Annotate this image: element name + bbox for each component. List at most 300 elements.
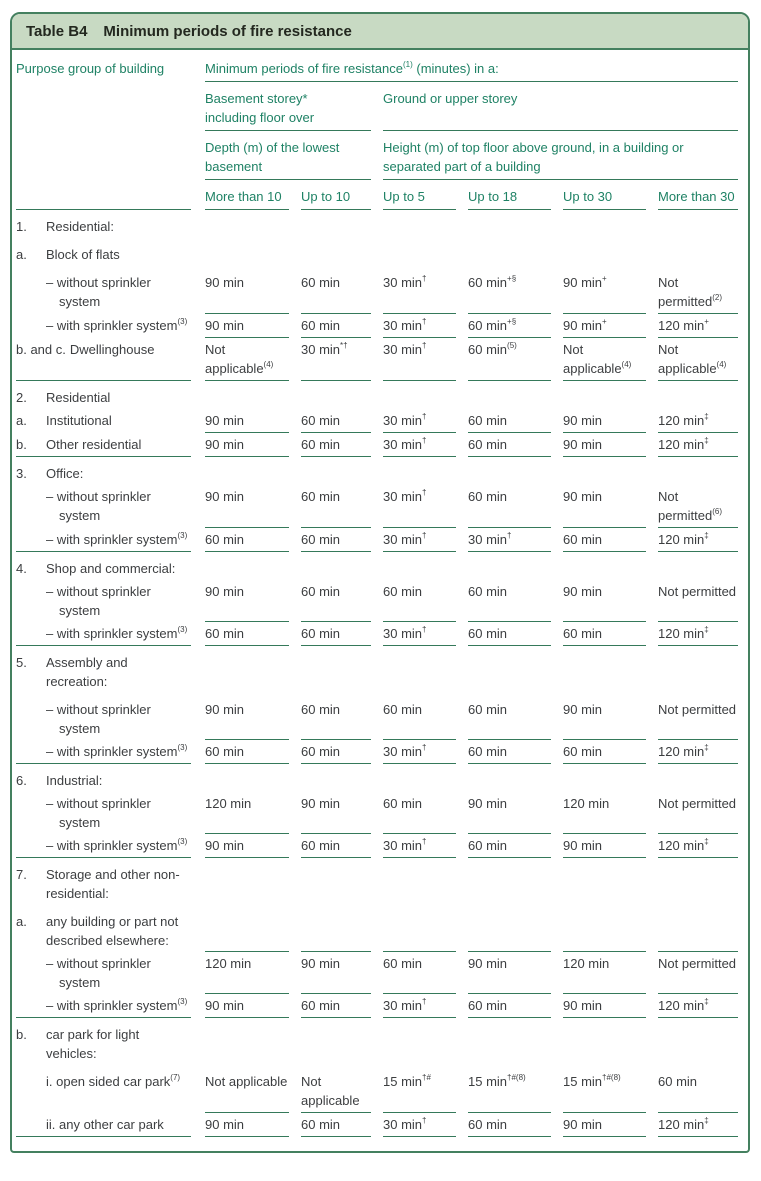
row-label-text — [46, 1072, 205, 1091]
footnote-marker: †#(8) — [602, 1072, 621, 1082]
value-cell — [468, 340, 551, 381]
cell-value: 90 min — [301, 956, 341, 971]
table-row — [16, 217, 744, 238]
row-label-text — [46, 273, 205, 311]
value-cell — [383, 273, 456, 314]
row-label — [16, 1072, 205, 1113]
value-cell — [468, 624, 551, 646]
row-label-line1: car park for light — [46, 1027, 140, 1042]
value-cell — [205, 316, 289, 338]
cell-value: Not applicable — [563, 342, 622, 376]
cell-value: 30 min — [383, 413, 423, 428]
table-row — [16, 700, 744, 740]
cell-value: 60 min — [383, 584, 423, 599]
row-label-line1: Shop and commercial: — [46, 561, 176, 576]
row-label — [16, 245, 205, 266]
header-depth — [205, 138, 371, 180]
row-label-line2: system — [59, 508, 101, 523]
value-cell — [563, 912, 646, 952]
value-cell — [658, 700, 738, 740]
value-cell — [658, 487, 738, 528]
column-header-up-to-30: Up to 30 — [563, 187, 646, 210]
table-content — [12, 50, 748, 1151]
cell-value: 90 min — [205, 1117, 245, 1132]
footnote-marker: † — [422, 1115, 427, 1125]
row-label-text — [46, 217, 205, 236]
cell-value: 90 min — [205, 998, 245, 1013]
value-cell — [205, 996, 289, 1018]
cell-value: 90 min — [563, 584, 603, 599]
cell-value: 30 min — [383, 342, 423, 357]
value-cell — [468, 954, 551, 994]
footnote-marker: † — [507, 530, 512, 540]
cell-value: 60 min — [468, 342, 508, 357]
row-number: 1. — [16, 219, 27, 234]
cell-value: 30 min — [383, 626, 423, 641]
footnote-marker: (3) — [177, 836, 188, 846]
value-cell — [468, 411, 551, 433]
value-cell — [468, 435, 551, 457]
value-cell — [658, 411, 738, 433]
cell-value: 30 min — [383, 318, 423, 333]
value-cell — [383, 1115, 456, 1137]
cell-value: 60 min — [658, 1074, 698, 1089]
cell-value: Not permitted — [658, 489, 713, 523]
table-title-bar — [12, 14, 748, 50]
value-cell — [301, 273, 371, 314]
cell-value: 90 min — [468, 956, 508, 971]
row-label — [16, 435, 191, 457]
footnote-marker: (4) — [263, 359, 274, 369]
value-cell — [563, 487, 646, 528]
cell-value: Not permitted — [658, 584, 737, 599]
cell-value: 60 min — [468, 413, 508, 428]
cell-value: 60 min — [301, 1117, 341, 1132]
row-label-line1: – without sprinkler — [46, 796, 151, 811]
footnote-marker: (5) — [507, 340, 517, 350]
row-number: 6. — [16, 773, 27, 788]
cell-value: 60 min — [563, 626, 603, 641]
value-cell — [563, 582, 646, 622]
cell-value: Not permitted — [658, 956, 737, 971]
value-cell — [383, 700, 456, 740]
cell-value: 60 min — [468, 626, 508, 641]
value-cell — [658, 316, 738, 338]
row-label — [16, 1115, 191, 1137]
row-label — [16, 700, 205, 740]
row-label-line1: – without sprinkler — [46, 956, 151, 971]
value-cell — [563, 1072, 646, 1113]
cell-value: 60 min — [301, 744, 341, 759]
value-cell — [658, 530, 738, 552]
row-label-text — [46, 411, 205, 430]
value-cell — [563, 411, 646, 433]
cell-value: 90 min — [205, 838, 245, 853]
value-cell — [383, 435, 456, 457]
header-basement-line1: Basement storey* — [205, 91, 308, 106]
footnote-marker: † — [422, 624, 427, 634]
row-label-line1: Residential — [46, 390, 111, 405]
row-label-text — [46, 836, 191, 855]
row-label-line2: described elsewhere: — [46, 933, 169, 948]
value-cell — [658, 582, 738, 622]
cell-value: 60 min — [563, 532, 603, 547]
value-cell — [383, 836, 456, 858]
row-label-text — [46, 624, 191, 643]
row-label-text — [46, 559, 205, 578]
table-row — [16, 653, 744, 693]
row-label-line1: Industrial: — [46, 773, 103, 788]
row-label-text — [46, 316, 205, 335]
row-label-line2: residential: — [46, 886, 109, 901]
row-label-line1: – with sprinkler system — [46, 532, 178, 547]
value-cell — [205, 912, 289, 952]
value-cell — [383, 530, 456, 552]
cell-value: 90 min — [205, 584, 245, 599]
row-label-text — [46, 464, 205, 483]
header-row-storey — [16, 89, 744, 131]
header-row-measure — [16, 138, 744, 180]
table-row — [16, 388, 744, 409]
footnote-marker: +§ — [507, 273, 517, 283]
value-cell — [563, 435, 646, 457]
cell-value: 30 min — [383, 437, 423, 452]
value-cell — [383, 487, 456, 528]
cell-value: 120 min — [658, 532, 705, 547]
value-cell — [205, 530, 289, 552]
footnote-marker: (3) — [177, 530, 188, 540]
row-label — [16, 624, 191, 646]
row-label — [16, 273, 205, 314]
cell-value: 60 min — [301, 437, 341, 452]
row-label-line1: i. open sided car park — [46, 1074, 171, 1089]
footnote-marker: † — [422, 316, 427, 326]
table-row — [16, 794, 744, 834]
value-cell — [383, 582, 456, 622]
value-cell — [205, 700, 289, 740]
value-cell — [468, 794, 551, 834]
header-depth-line2: basement — [205, 159, 263, 174]
cell-value: 60 min — [301, 838, 341, 853]
value-cell — [383, 411, 456, 433]
value-cell — [205, 1115, 289, 1137]
footnote-marker: † — [422, 411, 427, 421]
row-label-text — [70, 340, 191, 359]
row-label-text — [46, 653, 205, 691]
value-cell — [658, 912, 738, 952]
cell-value: 90 min — [205, 413, 245, 428]
footnote-marker: ‡ — [704, 996, 709, 1006]
row-label-text — [46, 771, 205, 790]
cell-value: 120 min — [563, 796, 610, 811]
table-row — [16, 1072, 744, 1113]
value-cell — [658, 794, 738, 834]
cell-value: 60 min — [301, 318, 341, 333]
row-label-text — [46, 794, 205, 832]
row-label-text — [46, 388, 205, 407]
row-label — [16, 388, 205, 409]
cell-value: 30 min — [383, 744, 423, 759]
cell-value: 60 min — [383, 956, 423, 971]
value-cell — [205, 582, 289, 622]
row-label-text — [46, 530, 191, 549]
value-cell — [658, 836, 738, 858]
row-label-line2: system — [59, 294, 101, 309]
value-cell — [383, 340, 456, 381]
footnote-marker: (3) — [177, 316, 188, 326]
row-label-line2: system — [59, 721, 101, 736]
cell-value: 60 min — [301, 998, 341, 1013]
cell-value: 60 min — [301, 489, 341, 504]
value-cell — [468, 273, 551, 314]
cell-value: 90 min — [563, 318, 603, 333]
table-row — [16, 582, 744, 622]
cell-value: 90 min — [563, 998, 603, 1013]
row-label — [16, 1025, 205, 1065]
row-label — [16, 653, 205, 693]
row-label-text — [46, 865, 205, 903]
value-cell — [205, 624, 289, 646]
value-cell — [205, 435, 289, 457]
cell-value: Not applicable — [205, 342, 264, 376]
row-label-line1: – with sprinkler system — [46, 998, 178, 1013]
row-number: a. — [16, 247, 27, 262]
footnote-marker: (7) — [170, 1072, 181, 1082]
value-cell — [563, 742, 646, 764]
value-cell — [563, 1115, 646, 1137]
footnote-marker: † — [422, 340, 427, 350]
value-cell — [658, 996, 738, 1018]
value-cell — [383, 794, 456, 834]
header-height — [383, 138, 738, 180]
cell-value: 60 min — [205, 626, 245, 641]
header-height-line2: separated part of a building — [383, 159, 541, 174]
row-label — [16, 771, 205, 792]
value-cell — [383, 1072, 456, 1113]
cell-value: 60 min — [468, 437, 508, 452]
value-cell — [658, 1115, 738, 1137]
cell-value: 90 min — [563, 437, 603, 452]
row-label — [16, 836, 191, 858]
table-row — [16, 273, 744, 314]
value-cell — [468, 487, 551, 528]
value-cell — [468, 996, 551, 1018]
fire-resistance-table — [10, 12, 750, 1153]
table-row — [16, 245, 744, 266]
table-title-text: Minimum periods of fire resistance — [103, 23, 352, 40]
footnote-marker: †#(8) — [507, 1072, 526, 1082]
header-main-post: (minutes) in a: — [412, 61, 499, 76]
column-header-more-than-30: More than 30 — [658, 187, 738, 210]
value-cell — [468, 700, 551, 740]
row-label-line1: – without sprinkler — [46, 275, 151, 290]
table-row — [16, 1115, 744, 1137]
value-cell — [468, 1115, 551, 1137]
table-row — [16, 340, 744, 381]
footnote-marker: ‡ — [704, 411, 709, 421]
value-cell — [301, 912, 371, 952]
row-label — [16, 742, 191, 764]
cell-value: 60 min — [468, 744, 508, 759]
value-cell — [301, 624, 371, 646]
footnote-marker: † — [422, 836, 427, 846]
row-label-line1: Storage and other non- — [46, 867, 180, 882]
value-cell — [301, 836, 371, 858]
row-label-line1: – without sprinkler — [46, 702, 151, 717]
value-cell — [563, 954, 646, 994]
row-label — [16, 954, 205, 994]
cell-value: 30 min — [383, 998, 423, 1013]
cell-value: 120 min — [658, 626, 705, 641]
value-cell — [468, 836, 551, 858]
cell-value: 120 min — [658, 998, 705, 1013]
value-cell — [205, 487, 289, 528]
row-number: 7. — [16, 867, 27, 882]
value-cell — [383, 954, 456, 994]
cell-value: 60 min — [468, 838, 508, 853]
row-label-line2: system — [59, 603, 101, 618]
value-cell — [658, 742, 738, 764]
cell-value: 60 min — [301, 413, 341, 428]
cell-value: 60 min — [383, 702, 423, 717]
header-ground-storey: Ground or upper storey — [383, 89, 738, 131]
row-label-text — [46, 954, 205, 992]
row-label — [16, 794, 205, 834]
table-body — [16, 217, 744, 1137]
table-row — [16, 530, 744, 552]
row-label-line2: vehicles: — [46, 1046, 97, 1061]
cell-value: 90 min — [563, 1117, 603, 1132]
cell-value: 120 min — [205, 956, 252, 971]
value-cell — [383, 624, 456, 646]
value-cell — [658, 954, 738, 994]
row-label-text — [46, 700, 205, 738]
cell-value: 60 min — [468, 1117, 508, 1132]
value-cell — [301, 954, 371, 994]
cell-value: 90 min — [563, 489, 603, 504]
cell-value: 30 min — [383, 532, 423, 547]
header-purpose-group: Purpose group of building — [16, 61, 165, 76]
value-cell — [301, 530, 371, 552]
row-label-line2: recreation: — [46, 674, 108, 689]
value-cell — [383, 996, 456, 1018]
cell-value: 90 min — [563, 413, 603, 428]
value-cell — [658, 273, 738, 314]
value-cell — [205, 340, 289, 381]
cell-value: 90 min — [301, 796, 341, 811]
footnote-marker: †# — [422, 1072, 431, 1082]
row-label — [16, 464, 205, 485]
footnote-marker: ‡ — [704, 742, 709, 752]
cell-value: Not permitted — [658, 796, 737, 811]
cell-value: 90 min — [205, 275, 245, 290]
row-number: 2. — [16, 390, 27, 405]
value-cell — [563, 624, 646, 646]
row-label — [16, 487, 205, 528]
header-main — [205, 59, 738, 82]
cell-value: 30 min — [383, 1117, 423, 1132]
value-cell — [563, 996, 646, 1018]
cell-value: 60 min — [301, 626, 341, 641]
footnote-marker: † — [422, 273, 427, 283]
table-row — [16, 954, 744, 994]
column-header-spacer — [16, 187, 191, 210]
table-row — [16, 912, 744, 952]
value-cell — [205, 954, 289, 994]
footnote-marker: (6) — [712, 506, 722, 516]
value-cell — [205, 794, 289, 834]
cell-value: 60 min — [563, 744, 603, 759]
value-cell — [563, 530, 646, 552]
row-label-line1: ii. any other car park — [46, 1117, 164, 1132]
cell-value: 30 min — [383, 275, 423, 290]
footnote-marker: † — [422, 487, 427, 497]
row-number: a. — [16, 413, 27, 428]
value-cell — [468, 1072, 551, 1113]
table-row — [16, 624, 744, 646]
footnote-marker: +§ — [507, 316, 517, 326]
value-cell — [468, 582, 551, 622]
table-row — [16, 464, 744, 485]
cell-value: 120 min — [658, 1117, 705, 1132]
row-label — [16, 530, 191, 552]
cell-value: 60 min — [468, 998, 508, 1013]
column-header-up-to-10: Up to 10 — [301, 187, 371, 210]
cell-value: 90 min — [468, 796, 508, 811]
row-number: 3. — [16, 466, 27, 481]
footnote-marker: ‡ — [704, 836, 709, 846]
cell-value: 60 min — [301, 702, 341, 717]
header-depth-line1: Depth (m) of the lowest — [205, 140, 340, 155]
row-label-line1: Block of flats — [46, 247, 120, 262]
row-label — [16, 559, 205, 580]
row-number: 4. — [16, 561, 27, 576]
value-cell — [383, 316, 456, 338]
cell-value: 60 min — [468, 275, 508, 290]
value-cell — [658, 435, 738, 457]
footnote-marker: † — [422, 530, 427, 540]
row-label — [16, 582, 205, 622]
row-label-text — [46, 245, 205, 264]
value-cell — [563, 700, 646, 740]
header-basement-storey — [205, 89, 371, 131]
row-label — [16, 996, 191, 1018]
table-row — [16, 487, 744, 528]
cell-value: 60 min — [468, 584, 508, 599]
row-label — [16, 865, 205, 905]
value-cell — [468, 912, 551, 952]
cell-value: 120 min — [658, 413, 705, 428]
footnote-marker: (4) — [716, 359, 727, 369]
value-cell — [301, 700, 371, 740]
column-header-up-to-18: Up to 18 — [468, 187, 551, 210]
cell-value: 90 min — [563, 702, 603, 717]
table-row — [16, 771, 744, 792]
table-row — [16, 316, 744, 338]
row-label-line1: Institutional — [46, 413, 112, 428]
cell-value: 30 min — [301, 342, 341, 357]
cell-value: 15 min — [563, 1074, 603, 1089]
row-label-text — [46, 1025, 205, 1063]
footnote-marker: ‡ — [704, 624, 709, 634]
row-label-line2: system — [59, 975, 101, 990]
row-label — [16, 316, 205, 338]
value-cell — [468, 742, 551, 764]
row-label-line1: – without sprinkler — [46, 584, 151, 599]
value-cell — [563, 794, 646, 834]
header-main-pre: Minimum periods of fire resistance — [205, 61, 403, 76]
row-label-text — [46, 435, 191, 454]
